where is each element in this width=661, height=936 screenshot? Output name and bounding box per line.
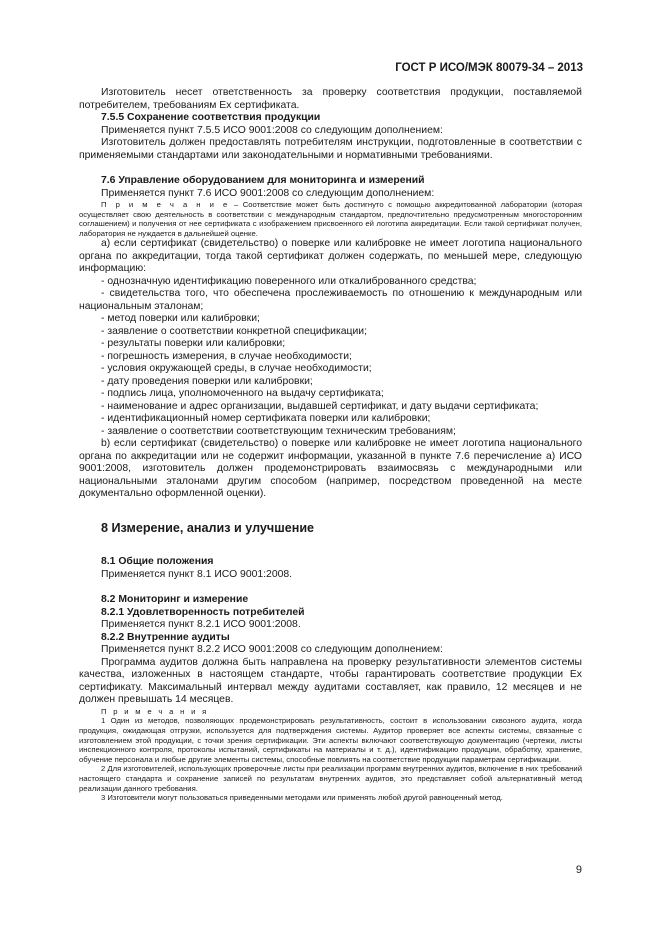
section-82-title: 8.2 Мониторинг и измерение [101, 594, 249, 606]
list-item: - результаты поверки или калибровки; [101, 338, 286, 350]
page-body [79, 87, 582, 803]
list-item: - погрешность измерения, в случае необходимости; [101, 350, 352, 362]
note-label: П р и м е ч а н и е [101, 200, 230, 209]
standard-header: ГОСТ Р ИСО/МЭК 80079-34 – 2013 [395, 62, 583, 74]
section-76-title: 7.6 Управление оборудованием для мониторинга и измерений [101, 175, 425, 186]
list-item: - метод поверки или калибровки; [101, 313, 260, 325]
section-76-item-a: а) если сертификат (свидетельство) о поверке или калибровке не имеет логотипа национального органа по аккредитации, тогда такой сертификат должен содержать, по меньшей мере, следующую информацию: [79, 238, 582, 275]
list-item: - подпись лица, уполномоченного на выдачу сертификата; [101, 388, 384, 400]
section-755-p2: Изготовитель должен предоставлять потребителям инструкции, подготовленные в соответствии с применяемыми стандартами или законодательными и нормативными требованиями. [79, 137, 582, 161]
section-8-title: 8 Измерение, анализ и улучшение [101, 520, 315, 535]
section-81-title: 8.1 Общие положения [101, 556, 214, 568]
section-822-paragraph: Программа аудитов должна быть направлена на проверку результативности элементов системы качества, изложенных в настоящем стандарте, чтобы гарантировать соответствие продукции Ex сертификату. Максимальный интервал между аудитами составляет, как правило, 12 месяцев и не должен превышать 14 месяцев. [79, 656, 582, 706]
list-item: - свидетельства того, что обеспечена прослеживаемость по отношению к международным или национальным эталонам; [79, 288, 582, 312]
section-822-text: Применяется пункт 8.2.2 ИСО 9001:2008 со следующим дополнением: [101, 644, 443, 656]
section-76-p1: Применяется пункт 7.6 ИСО 9001:2008 со следующим дополнением: [101, 187, 435, 199]
page-number: 9 [575, 864, 582, 876]
section-755-title: 7.5.5 Сохранение соответствия продукции [101, 112, 321, 123]
list-item: - заявление о соответствии конкретной спецификации; [101, 325, 367, 337]
section-821-text: Применяется пункт 8.2.1 ИСО 9001:2008. [101, 619, 301, 631]
paragraph-755-pre: Изготовитель несет ответственность за проверку соответствия продукции, поставляемой потребителем, требованиям Ex сертификата. [79, 87, 582, 111]
section-821-title: 8.2.1 Удовлетворенность потребителей [101, 606, 305, 618]
note-item: 2 Для изготовителей, использующих проверочные листы при реализации программ внутренних аудитов, включение в них требований настоящего стандарта и сохранение записей по результатам внутренних аудитов, это представляет собой альтернативный метод реализации данного требования. [79, 764, 582, 793]
list-item: - дату проведения поверки или калибровки; [101, 375, 313, 387]
note-item: 1 Один из методов, позволяющих продемонстрировать результативность, состоит в использовании сквозного аудита, когда продукция, ожидающая отгрузки, используется для подтверждения системы. Аудитор проверяет все аспекты системы, связанные с изготовлением этой продукции, с точки зрения сертификации. Эти аспекты включают соответствующую документацию (чертежи, листы инспекционного контроля, протоколы испытаний, сертификаты на материалы и т. д.), идентификацию продукции, обработку, хранение, обучение персонала и любые другие элементы системы, способные повлиять на соответствие продукции параметрам сертификации. [79, 716, 582, 764]
note-text: – Соответствие может быть достигнуто с помощью аккредитованной лаборатории (которая осуществляет свою деятельность в соответствии с международным стандартом, предпочтительно предусмотренным многосторонним соглашением) и получения от нее сертификата с изображением присвоенного ей логотипа аккредитации. Если такой сертификат получен, лаборатория не нуждается в дальнейшей оценке. [79, 200, 582, 238]
list-item: - наименование и адрес организации, выдавшей сертификат, и дату выдачи сертификата; [101, 400, 539, 412]
notes-label: П р и м е ч а н и я [101, 706, 209, 716]
section-755-p1: Применяется пункт 7.5.5 ИСО 9001:2008 со следующим дополнением: [101, 124, 443, 136]
section-76-note [79, 200, 582, 238]
section-81-text: Применяется пункт 8.1 ИСО 9001:2008. [101, 568, 293, 580]
list-item: - идентификационный номер сертификата поверки или калибровки; [101, 413, 431, 425]
list-item: - условия окружающей среды, в случае необходимости; [101, 363, 372, 375]
list-item: - заявление о соответствии соответствующим техническим требованиям; [101, 425, 456, 437]
section-76-item-b: b) если сертификат (свидетельство) о поверке или калибровке не имеет логотипа национального органа по аккредитации или не содержит информации, указанной в пункте 7.6 перечисление а) ИСО 9001:2008, изготовитель должен продемонстрировать взаимосвязь с международными или национальными эталонами другим способом (например, посредством проведенной на месте документально оформленной оценки). [79, 438, 582, 500]
note-item: 3 Изготовители могут пользоваться приведенными методами или применять любой другой равноценный метод. [101, 793, 503, 803]
list-item: - однозначную идентификацию поверенного или откалиброванного средства; [101, 275, 477, 287]
section-822-title: 8.2.2 Внутренние аудиты [101, 631, 230, 643]
